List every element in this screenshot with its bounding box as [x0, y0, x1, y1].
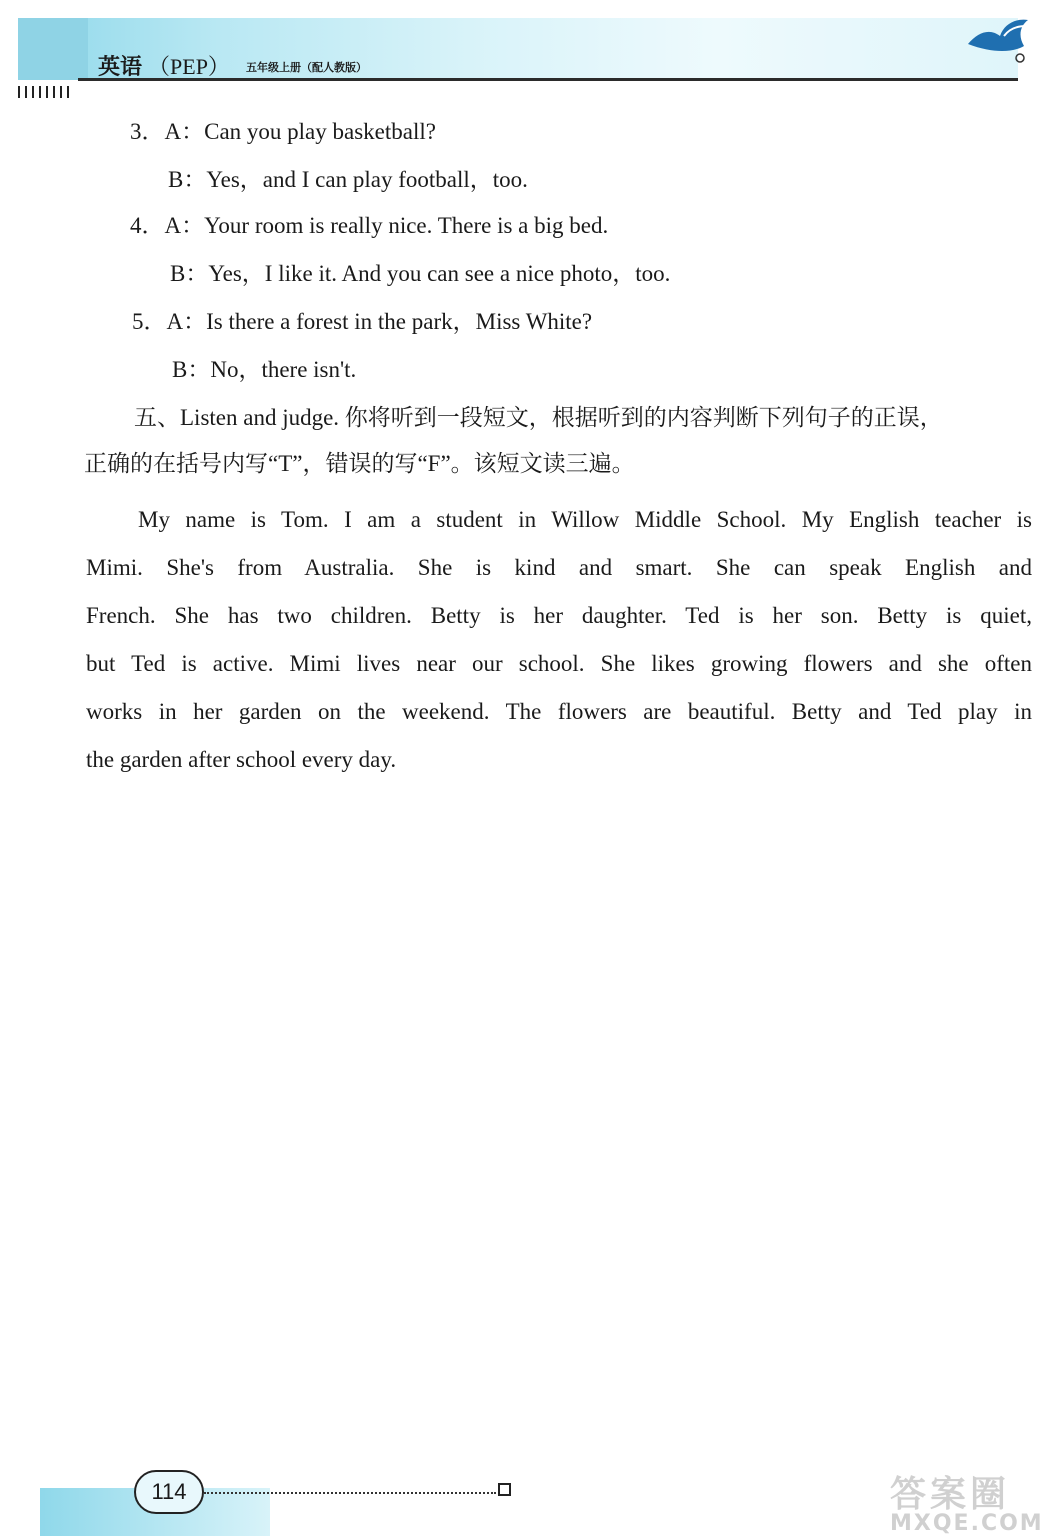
dialogue-4-a-text: A：Your room is really nice. There is a big bed.: [164, 213, 609, 238]
passage-line: but Ted is active. Mimi lives near our school. She likes growing flowers and she often: [86, 651, 1032, 676]
dialogue-3-b: B：Yes，and I can play football，too.: [168, 167, 528, 192]
book-subtitle: 五年级上册（配人教版）: [246, 62, 367, 74]
dialogue-4-number: 4．: [130, 213, 165, 238]
dialogue-3-a: [130, 120, 436, 143]
passage-line: French. She has two children. Betty is her daughter. Ted is her son. Betty is quiet,: [86, 603, 1032, 628]
site-watermark: [890, 1466, 1050, 1536]
watermark-logo-text: 答案圈: [890, 1474, 1011, 1515]
passage-line: Mimi. She's from Australia. She is kind and smart. She can speak English and: [86, 555, 1032, 580]
book-title-text: 英语: [98, 54, 143, 79]
section-heading-line-1: 五、Listen and judge. 你将听到一段短文，根据听到的内容判断下列句子的正误，: [134, 405, 943, 430]
header-ticks: [18, 86, 69, 98]
dialogue-3-a-text: A：Can you play basketball?: [164, 119, 436, 144]
footer-end-square-icon: [498, 1483, 511, 1496]
dialogue-5-b: B：No，there isn't.: [172, 357, 357, 382]
dialogue-5-a-text: A：Is there a forest in the park，Miss White?: [166, 309, 593, 334]
dialogue-4-a: [130, 214, 608, 237]
dialogue-4-b: B：Yes，I like it. And you can see a nice photo，too.: [170, 261, 671, 286]
book-edition: （PEP）: [148, 54, 230, 79]
book-title: [98, 50, 230, 81]
dialogue-3-number: 3．: [130, 119, 165, 144]
passage-line: My name is Tom. I am a student in Willow Middle School. My English teacher is: [138, 507, 1032, 532]
dialogue-5-a: [132, 310, 592, 333]
footer-dotted-rule: [204, 1492, 496, 1494]
passage-line: the garden after school every day.: [86, 747, 397, 772]
passage-line: works in her garden on the weekend. The flowers are beautiful. Betty and Ted play in: [86, 699, 1032, 724]
publisher-logo-icon: [964, 14, 1034, 66]
page-number: 114: [134, 1470, 204, 1514]
section-heading-line-2: 正确的在括号内写“T”，错误的写“F”。该短文读三遍。: [84, 451, 635, 476]
watermark-url: MXQE.COM: [890, 1511, 1044, 1536]
listening-passage: [86, 496, 1032, 784]
dialogue-5-number: 5．: [132, 309, 167, 334]
